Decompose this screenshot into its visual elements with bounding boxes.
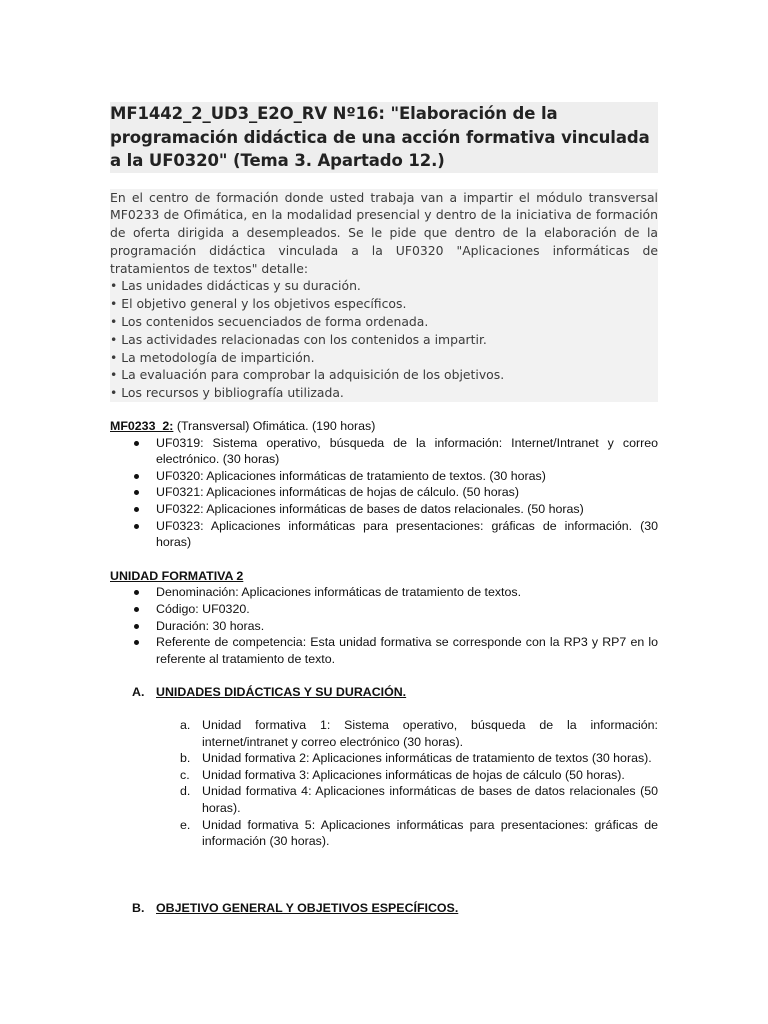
exercise-statement xyxy=(110,189,658,403)
list-item xyxy=(180,783,658,816)
list-item-text: Unidad formativa 2: Aplicaciones informáticas de tratamiento de textos (30 horas). xyxy=(202,751,652,766)
statement-item: • La evaluación para comprobar la adquisición de los objetivos. xyxy=(110,366,658,384)
statement-item: • Las actividades relacionadas con los contenidos a impartir. xyxy=(110,331,658,349)
module-heading xyxy=(110,418,658,435)
section-letter: B. xyxy=(132,900,145,915)
statement-list xyxy=(110,277,658,402)
list-item: Duración: 30 horas. xyxy=(156,618,658,635)
list-marker: d. xyxy=(180,784,191,799)
list-item-text: Unidad formativa 4: Aplicaciones informáticas de bases de datos relacionales (50 horas). xyxy=(202,784,658,815)
unit-details-list xyxy=(110,584,658,667)
didactic-units-list xyxy=(110,717,658,850)
module-description: (Transversal) Ofimática. (190 horas) xyxy=(173,419,376,434)
list-item: UF0319: Sistema operativo, búsqueda de la información: Internet/Intranet y correo electrónico. (30 horas) xyxy=(156,435,658,467)
section-b-heading xyxy=(110,900,658,917)
document-page xyxy=(110,102,658,916)
section-title: UNIDADES DIDÁCTICAS Y SU DURACIÓN. xyxy=(156,685,407,700)
statement-item: • El objetivo general y los objetivos específicos. xyxy=(110,295,658,313)
document-title: MF1442_2_UD3_E2O_RV Nº16: "Elaboración de la programación didáctica de una acción formativa vinculada a la UF0320" (Tema 3. Apartado 12.) xyxy=(110,102,658,173)
list-item: Código: UF0320. xyxy=(156,601,658,618)
list-item: UF0321: Aplicaciones informáticas de hojas de cálculo. (50 horas) xyxy=(156,484,658,501)
list-item-text: Unidad formativa 5: Aplicaciones informáticas para presentaciones: gráficas de información (30 horas). xyxy=(202,817,658,849)
section-a-heading xyxy=(110,684,658,701)
list-item xyxy=(180,767,658,784)
statement-item: • Los contenidos secuenciados de forma ordenada. xyxy=(110,313,658,331)
unit-heading: UNIDAD FORMATIVA 2 xyxy=(110,568,244,583)
statement-item: • Las unidades didácticas y su duración. xyxy=(110,277,658,295)
list-item-text: Unidad formativa 1: Sistema operativo, búsqueda de la información: internet/intranet y correo electrónico (30 horas). xyxy=(202,717,658,749)
list-item: Denominación: Aplicaciones informáticas de tratamiento de textos. xyxy=(156,584,658,601)
list-item: UF0320: Aplicaciones informáticas de tratamiento de textos. (30 horas) xyxy=(156,468,658,485)
list-marker: c. xyxy=(180,767,190,782)
list-marker: a. xyxy=(180,717,191,732)
list-item xyxy=(180,717,658,750)
list-item: UF0323: Aplicaciones informáticas para presentaciones: gráficas de información. (30 horas) xyxy=(156,518,658,550)
list-item-text: Unidad formativa 3: Aplicaciones informáticas de hojas de cálculo (50 horas). xyxy=(202,767,625,782)
statement-item: • Los recursos y bibliografía utilizada. xyxy=(110,384,658,402)
statement-item: • La metodología de impartición. xyxy=(110,349,658,367)
list-marker: b. xyxy=(180,751,191,766)
module-code: MF0233_2: xyxy=(110,419,174,434)
list-item: UF0322: Aplicaciones informáticas de bases de datos relacionales. (50 horas) xyxy=(156,501,658,518)
section-title: OBJETIVO GENERAL Y OBJETIVOS ESPECÍFICOS. xyxy=(156,900,459,915)
module-units-list xyxy=(110,435,658,551)
list-item xyxy=(180,817,658,850)
list-marker: e. xyxy=(180,817,191,832)
section-letter: A. xyxy=(132,685,145,700)
list-item xyxy=(180,750,658,767)
list-item: Referente de competencia: Esta unidad formativa se corresponde con la RP3 y RP7 en lo referente al tratamiento de texto. xyxy=(156,635,658,666)
statement-paragraph: En el centro de formación donde usted trabaja van a impartir el módulo transversal MF0233 de Ofimática, en la modalidad presencial y dentro de la iniciativa de formación de oferta dirigida a desempleados. Se le pide que dentro de la elaboración de la programación didáctica vinculada a la UF0320 "Aplicaciones informáticas de tratamientos de textos" detalle: xyxy=(110,189,658,276)
